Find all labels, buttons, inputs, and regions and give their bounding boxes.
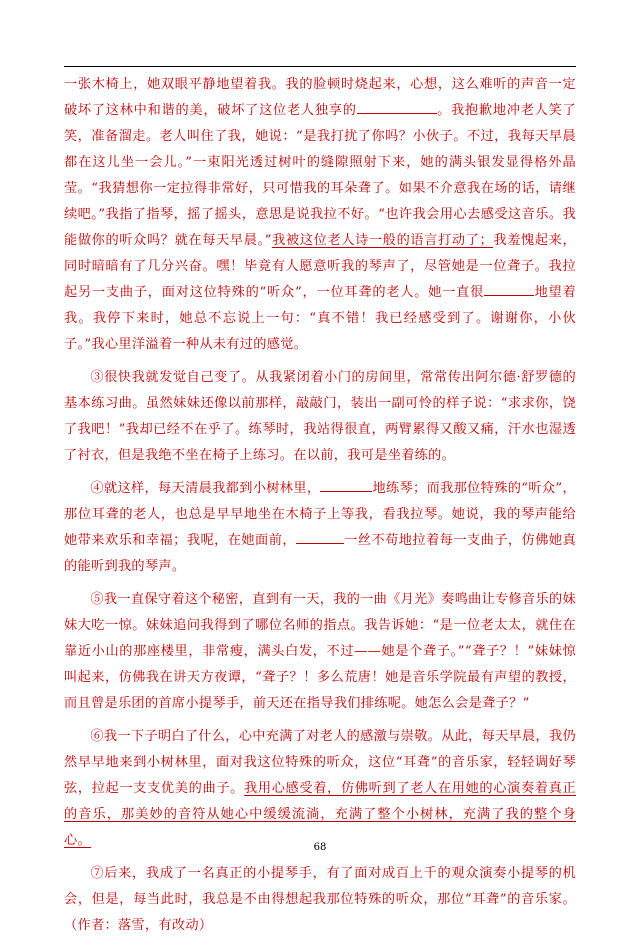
paragraph-2-seg1: 一张木椅上，她双眼平静地望着我。我的脸顿时烧起来，心想，这么难听的声音一定破坏了这林中和谐的美，破坏了这位老人独享的 xyxy=(64,77,576,118)
paragraph-3: ③很快我就发觉自己变了。从我紧闭着小门的房间里，常常传出阿尔德·舒罗德的基本练习曲。虽然妹妹还像以前那样，敲敲门，装出一副可怜的样子说：“求求你，饶了我吧！”我却已经不在乎了。练琴时，我站得很直，两臂累得又酸又痛，汗水也湿透了衬衣，但是我绝不坐在椅子上练习。在以前，我可是坐着练的。 xyxy=(64,370,576,463)
paragraph-2-seg2: 。我抱歉地冲老人笑了笑，准备溜走。老人叫住了我，她说：“是我打扰了你吗？小伙子。不过，我每天早晨都在这儿坐一会儿。”一束阳光透过树叶的缝隙照射下来，她的满头银发显得格外晶莹。“我猜想你一定拉得非常好，只可惜我的耳朵聋了。如果不介意我在场的话，请继续吧。”我指了指琴，摇了摇头，意思是说我拉不好。“也许我会用心去感受这音乐。我能做你的听众吗？就在每天早晨。” xyxy=(64,103,576,248)
paragraph-4-seg1: ④就这样，每天清晨我都到小树林里， xyxy=(90,481,321,496)
paragraph-4 xyxy=(64,476,576,580)
paragraph-7: ⑦后来，我成了一名真正的小提琴手，有了面对成百上千的观众演奏小提琴的机会，但是，每当此时，我总是不由得想起我那位特殊的听众，那位“耳聋”的音乐家。（作者：落雪，有改动） xyxy=(64,866,576,933)
answer-blank-3[interactable] xyxy=(320,477,372,492)
answer-blank-4[interactable] xyxy=(296,529,344,544)
paragraph-2 xyxy=(64,72,576,358)
paragraph-2-seg3: 我羞愧起来，同时暗暗有了几分兴奋。嘿！毕竟有人愿意听我的琴声了，尽管她是一位聋子。我拉起另一支曲子，面对这位特殊的“听众”，一位耳聋的老人。她一直很 xyxy=(64,233,576,300)
article-body xyxy=(64,72,576,939)
paragraph-4-seg3: 一丝不苟地拉着每一支曲子，仿佛她真的能听到我的琴声。 xyxy=(64,533,576,574)
paragraph-6-seg1: ⑥我一下子明白了什么，心中充满了对老人的感激与崇敬。从此，每天早晨，我仍然早早地来到小树林里，面对我这位特殊的听众，这位“耳聋”的音乐家，轻轻调好琴弦，拉起一支支优美的曲子。 xyxy=(64,729,576,796)
paragraph-6 xyxy=(64,724,576,854)
underlined-sentence-1: 我被这位老人诗一般的语言打动了； xyxy=(271,233,494,248)
header-rule xyxy=(64,66,576,67)
answer-blank-2[interactable] xyxy=(484,281,534,296)
page-number: 68 xyxy=(313,842,327,853)
paragraph-2-seg4: 地望着我。我停下来时，她总不忘说上一句：“真不错！我已经感受到了。谢谢你，小伙子。”我心里洋溢着一种从未有过的感觉。 xyxy=(64,285,576,352)
paragraph-5: ⑤我一直保守着这个秘密，直到有一天，我的一曲《月光》奏鸣曲让专修音乐的妹妹大吃一惊。妹妹追问我得到了哪位名师的指点。我告诉她：“是一位老太太，就住在靠近小山的那座楼里，非常瘦，满头白发，不过——她是个聋子。”“聋子？！”妹妹惊叫起来，仿佛我在讲天方夜谭，“聋子？！多么荒唐！她是音乐学院最有声望的教授，而且曾是乐团的首席小提琴手，前天还在指导我们排练呢。她怎么会是聋子？” xyxy=(64,592,576,711)
answer-blank-1[interactable] xyxy=(357,99,437,114)
underlined-sentence-2: 我用心感受着，仿佛听到了老人在用她的心演奏着真正的音乐，那美妙的音符从她心中缓缓流淌，充满了整个小树林，充满了我的整个身心。 xyxy=(64,781,576,848)
paragraph-4-seg2: 地练琴；而我那位特殊的“听众”，那位耳聋的老人，也总是早早地坐在木椅子上等我，看我拉琴。她说，我的琴声能给她带来欢乐和幸福；我呢，在她面前， xyxy=(64,481,576,548)
